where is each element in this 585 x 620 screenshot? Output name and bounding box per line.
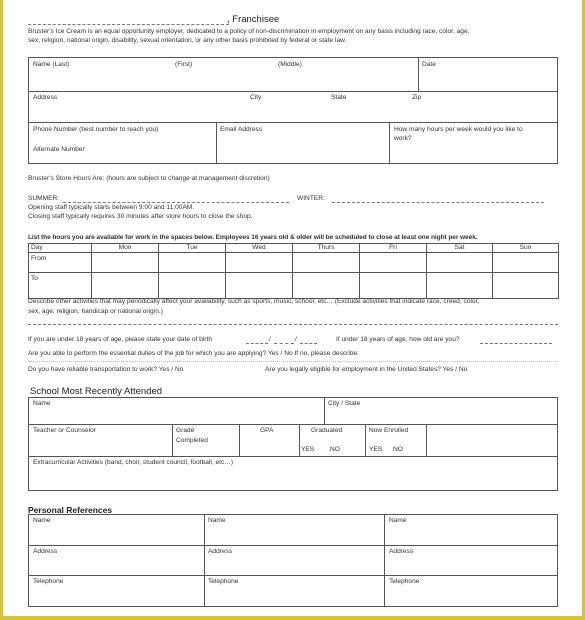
essential-duties-question: Are you able to perform the essential duties of the job for which you are applying? Yes / No If no, please describe: bbox=[28, 350, 359, 357]
name-last-label: Name (Last) bbox=[33, 61, 70, 68]
winter-label: WINTER: bbox=[297, 195, 325, 202]
ref1-address-label: Address bbox=[33, 548, 58, 555]
to-cell[interactable] bbox=[159, 273, 226, 299]
enrolled-no[interactable]: NO bbox=[393, 446, 403, 453]
phone-field[interactable] bbox=[31, 135, 214, 145]
ref1-telephone-label: Telephone bbox=[33, 578, 64, 585]
mon-header: Mon bbox=[92, 244, 159, 253]
dob-separator-2: / bbox=[295, 336, 297, 343]
graduated-no[interactable]: NO bbox=[330, 446, 340, 453]
alternate-number-label: Alternate Number bbox=[33, 146, 85, 153]
dob-month-line[interactable] bbox=[246, 343, 268, 344]
hours-per-week-label-2: work? bbox=[394, 135, 412, 142]
state-label: State bbox=[331, 94, 347, 101]
references-box bbox=[28, 514, 558, 607]
under18-dob-question: If you are under 18 years of age, please state your date of birth bbox=[28, 336, 213, 343]
eligibility-question: Are you legally eligible for employment in the United States? Yes / No bbox=[265, 366, 468, 373]
ref2-telephone-label: Telephone bbox=[208, 578, 239, 585]
thurs-header: Thurs bbox=[293, 244, 360, 253]
franchisee-name-line[interactable] bbox=[28, 24, 229, 25]
from-cell[interactable] bbox=[159, 253, 226, 273]
from-cell[interactable] bbox=[92, 253, 159, 273]
availability-instruction: List the hours you are available for work in the spaces below. Employees 16 years old & older will be scheduled to close at least one night per week. bbox=[28, 234, 478, 241]
sun-header: Sun bbox=[493, 244, 559, 253]
from-cell[interactable] bbox=[360, 253, 427, 273]
to-cell[interactable] bbox=[360, 273, 427, 299]
school-section-title: School Most Recently Attended bbox=[30, 386, 163, 397]
ref1-name-label: Name bbox=[33, 517, 51, 524]
address-label: Address bbox=[33, 94, 58, 101]
winter-hours-line[interactable] bbox=[332, 202, 544, 203]
grade-label: Grade bbox=[176, 427, 195, 434]
to-cell[interactable] bbox=[92, 273, 159, 299]
name-first-label: (First) bbox=[175, 61, 193, 68]
ref2-address-label: Address bbox=[208, 548, 233, 555]
tue-header: Tue bbox=[159, 244, 226, 253]
to-cell[interactable] bbox=[493, 273, 559, 299]
fri-header: Fri bbox=[360, 244, 427, 253]
address-field[interactable] bbox=[31, 103, 555, 120]
wed-header: Wed bbox=[226, 244, 293, 253]
from-cell[interactable] bbox=[493, 253, 559, 273]
name-field[interactable] bbox=[31, 70, 416, 89]
date-field[interactable] bbox=[421, 70, 555, 89]
zip-label: Zip bbox=[412, 94, 422, 101]
hours-per-week-field[interactable] bbox=[393, 145, 556, 162]
policy-text-line1: Bruster's Ice Cream is an equal opportunity employer, dedicated to a policy of non-discrimination in employment on any basis including race, color, age, bbox=[28, 28, 470, 35]
sat-header: Sat bbox=[427, 244, 493, 253]
other-activities-line[interactable] bbox=[28, 324, 558, 325]
school-box bbox=[28, 397, 558, 491]
to-cell[interactable] bbox=[427, 273, 493, 299]
opening-staff-note: Opening staff typically starts between 9:00 and 11:00AM. bbox=[28, 204, 195, 211]
email-label: Email Address bbox=[220, 126, 263, 133]
application-form bbox=[3, 0, 582, 616]
from-cell[interactable] bbox=[427, 253, 493, 273]
dob-year-line[interactable] bbox=[300, 343, 317, 344]
from-cell[interactable] bbox=[293, 253, 360, 273]
summer-hours-line[interactable] bbox=[63, 202, 289, 203]
other-activities-text-2: sex, age, religion, handicap or national origin.) bbox=[28, 308, 163, 315]
day-header: Day bbox=[29, 244, 92, 253]
extracurricular-label: Extracurricular Activities (band, choir, student council, football, etc…) bbox=[33, 459, 234, 466]
transportation-question: Do you have reliable transportation to work? Yes / No bbox=[28, 366, 184, 373]
email-field[interactable] bbox=[219, 135, 387, 162]
city-label: City bbox=[250, 94, 262, 101]
franchisee-label: , Franchisee bbox=[227, 14, 280, 25]
references-section-title: Personal References bbox=[28, 505, 113, 515]
from-cell[interactable] bbox=[226, 253, 293, 273]
to-cell[interactable] bbox=[293, 273, 360, 299]
school-name-label: Name bbox=[33, 400, 51, 407]
gpa-label: GPA bbox=[260, 427, 274, 434]
name-middle-label: (Middle) bbox=[278, 61, 302, 68]
ref3-address-label: Address bbox=[389, 548, 414, 555]
now-enrolled-label: Now Enrolled bbox=[369, 427, 409, 434]
phone-label: Phone Number (best number to reach you) bbox=[33, 126, 159, 133]
summer-label: SUMMER: bbox=[28, 195, 60, 202]
availability-table bbox=[28, 243, 559, 299]
completed-label: Completed bbox=[176, 437, 208, 444]
graduated-yes[interactable]: YES bbox=[301, 446, 315, 453]
enrolled-yes[interactable]: YES bbox=[369, 446, 383, 453]
ref2-name-label: Name bbox=[208, 517, 226, 524]
policy-text-line2: sex, religion, national origin, disability, sexual orientation, or any other basis prohibited by federal or state law. bbox=[28, 37, 347, 44]
to-row-label: To bbox=[29, 273, 92, 299]
closing-staff-note: Closing staff typically requires 30 minutes after store hours to close the shop. bbox=[28, 213, 253, 220]
hours-per-week-label-1: How many hours per week would you like to bbox=[394, 126, 523, 133]
ref3-telephone-label: Telephone bbox=[389, 578, 420, 585]
graduated-label: Graduated bbox=[311, 427, 343, 434]
ref3-name-label: Name bbox=[389, 517, 407, 524]
other-activities-text-1: Describe other activities that may periodically affect your availability, such as sports, music, school, etc… (Exclude activities that indicate race, creed, color, bbox=[28, 298, 480, 305]
store-hours-title: Bruster's Store Hours Are: (hours are subject to change at management discretion) bbox=[28, 175, 270, 182]
age-line[interactable] bbox=[480, 343, 552, 344]
dob-separator-1: / bbox=[269, 336, 271, 343]
essential-duties-line[interactable] bbox=[28, 361, 558, 362]
teacher-label: Teacher or Counselor bbox=[33, 427, 97, 434]
date-label: Date bbox=[422, 61, 436, 68]
school-city-state-label: City / State bbox=[328, 400, 361, 407]
from-row-label: From bbox=[29, 253, 92, 273]
dob-day-line[interactable] bbox=[274, 343, 294, 344]
to-cell[interactable] bbox=[226, 273, 293, 299]
under18-age-question: If under 18 years of age, how old are you? bbox=[336, 336, 460, 343]
